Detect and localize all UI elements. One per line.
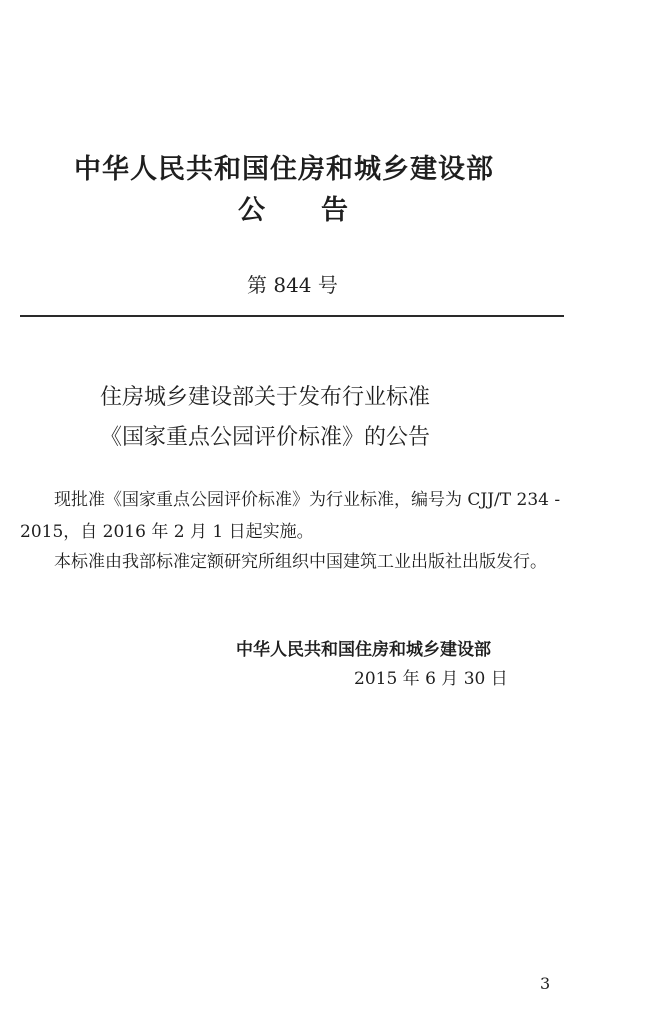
subject-line-1: 住房城乡建设部关于发布行业标准 — [100, 385, 431, 410]
document-type-title: 公告 — [238, 195, 404, 226]
signature-organization: 中华人民共和国住房和城乡建设部 — [236, 640, 491, 660]
body-paragraph-approval: 现批准《国家重点公园评价标准》为行业标准，编号为 CJJ/T 234 - 2015，自 2016 年 2 月 1 日起实施。 — [20, 490, 561, 542]
signature-date: 2015 年 6 月 30 日 — [354, 669, 508, 689]
body-paragraph-publication: 本标准由我部标准定额研究所组织中国建筑工业出版社出版发行。 — [54, 552, 547, 572]
issuer-title: 中华人民共和国住房和城乡建设部 — [74, 154, 494, 185]
issue-number: 第 844 号 — [247, 273, 338, 297]
subject-line-2: 《国家重点公园评价标准》的公告 — [100, 425, 431, 450]
page-number: 3 — [540, 974, 551, 993]
header-divider — [20, 315, 564, 317]
